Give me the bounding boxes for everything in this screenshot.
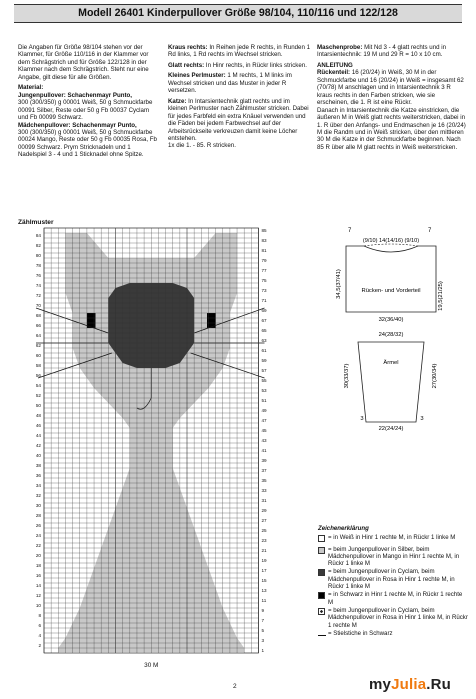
page-title: Modell 26401 Kinderpullover Größe 98/104, 110/116 und 122/128 (14, 4, 462, 23)
row-label-right: 73 (261, 288, 267, 294)
row-label-left: 56 (35, 373, 41, 379)
sleeve-cuff-right: 3 (420, 416, 424, 422)
row-label-right: 39 (261, 458, 267, 464)
legend-text: = beim Jungenpullover in Silber, beim Mädchenpullover in Mango in Hinr 1 rechte M, in Rückr 1 linke M (328, 545, 460, 568)
row-label-right: 67 (261, 318, 267, 324)
row-label-right: 75 (261, 278, 267, 284)
row-label-right: 53 (261, 388, 267, 394)
sleeve-cuff-left: 3 (360, 416, 364, 422)
probe-heading: Maschenprobe: (317, 44, 363, 51)
knitting-chart (10, 226, 278, 672)
row-label-right: 81 (261, 248, 267, 254)
sleeve-bottom-measure: 22(24/24) (378, 426, 404, 432)
probe-text: Mit Nd 3 - 4 glatt rechts und in Intarsientechnik: 19 M und 29 R = 10 x 10 cm. (317, 44, 447, 59)
row-label-right: 1 (261, 648, 265, 654)
row-label-left: 22 (35, 543, 41, 549)
row-label-left: 36 (35, 473, 41, 479)
stitch-column (168, 44, 310, 153)
katze-rows: 1x die 1. - 85. R stricken. (168, 142, 236, 150)
row-label-left: 6 (38, 623, 41, 629)
chart-title: Zählmuster (18, 219, 54, 226)
row-label-left: 72 (35, 293, 41, 299)
row-label-right: 7 (261, 618, 265, 624)
legend-text: = Stielstiche in Schwarz (328, 629, 393, 637)
row-label-right: 57 (261, 368, 267, 374)
instruction-text-2: Danach in Intarsientechnik die Katze einstricken, die äußeren M in Weiß glatt rechts weiterstricken, dabei in 1. R über den Anfangs- und Endmaschen je 16 (20/24) M die Randm und in Weiß stricken, über den mittleren 30 M die Katze in der Schmuckfarbe beginnen. Nach 85 R über alle M glatt rechts in Weiß weiterstricken. (317, 106, 466, 151)
girl-heading: Mädchenpullover: Schachenmayr Punto, (18, 121, 137, 129)
row-label-left: 40 (35, 453, 41, 459)
neckline-back (364, 244, 418, 246)
row-label-left: 70 (35, 303, 41, 309)
row-label-left: 52 (35, 393, 41, 399)
sleeve-outline (358, 342, 424, 422)
legend-text: = in Weiß in Hinr 1 rechte M, in Rückr 1 linke M (328, 534, 456, 542)
sleeve-left-measure: 30(33/37) (344, 363, 350, 389)
row-label-left: 28 (35, 513, 41, 519)
perl-text: 1 M rechts, 1 M links im Wechsel stricken und das Muster in jeder R versetzen. (168, 72, 292, 95)
watermark-logo: myJulia.Ru (369, 676, 452, 693)
row-label-right: 85 (261, 228, 267, 234)
row-label-left: 44 (35, 433, 41, 439)
row-label-right: 31 (261, 498, 267, 504)
row-label-right: 77 (261, 268, 267, 274)
glatt-text: In Hinr rechts, in Rückr links stricken. (205, 61, 307, 69)
row-label-left: 78 (35, 263, 41, 269)
legend-item (318, 591, 468, 606)
row-label-right: 5 (261, 628, 265, 634)
row-label-left: 42 (35, 443, 41, 449)
row-label-left: 34 (35, 483, 41, 489)
row-label-left: 20 (35, 553, 41, 559)
row-label-left: 46 (35, 423, 41, 429)
row-label-right: 69 (261, 308, 267, 314)
body-label: Rücken- und Vorderteil (361, 288, 421, 294)
row-label-left: 18 (35, 563, 41, 569)
row-label-right: 83 (261, 238, 267, 244)
row-label-left: 2 (38, 643, 41, 649)
row-label-left: 62 (35, 343, 41, 349)
row-label-left: 24 (35, 533, 41, 539)
legend-gray-swatch (318, 547, 328, 568)
row-label-right: 27 (261, 518, 267, 524)
row-label-left: 10 (35, 603, 41, 609)
body-outline (346, 246, 436, 312)
row-label-right: 21 (261, 548, 267, 554)
legend-item (318, 607, 468, 629)
row-label-left: 76 (35, 273, 41, 279)
legend-text: = beim Jungenpullover in Cyclam, beim Mädchenpullover in Rosa in Hinr 1 rechte M, in Rückr 1 linke M (328, 568, 455, 591)
katze-heading: Katze: (168, 97, 187, 105)
row-label-left: 68 (35, 313, 41, 319)
perl-heading: Kleines Perlmuster: (168, 72, 226, 80)
row-label-right: 15 (261, 578, 267, 584)
page-number: 2 (233, 683, 237, 690)
row-label-right: 25 (261, 528, 267, 534)
row-label-right: 49 (261, 408, 267, 414)
row-label-right: 29 (261, 508, 267, 514)
body-top-measure: (9/10) 14(14/16) (9/10) (362, 238, 420, 244)
body-armhole-measure: 19,5(21/25) (438, 281, 444, 311)
glatt-heading: Glatt rechts: (168, 61, 205, 69)
kraus-text: In Reihen jede R rechts, in Runden 1 Rd links, 1 Rd rechts im Wechsel stricken. (168, 44, 311, 59)
legend-dark-swatch (318, 569, 328, 590)
row-label-right: 9 (261, 608, 265, 614)
legend-line-swatch (318, 631, 328, 638)
row-label-right: 59 (261, 358, 267, 364)
row-label-left: 60 (35, 353, 41, 359)
row-label-right: 33 (261, 488, 267, 494)
boy-text: 300 (300/350) g 00001 Weiß, 50 g Schmuckfarbe 00091 Silber, Reste oder 50 g Fb 00037 Cyclam und Fb 00099 Schwarz. (18, 99, 153, 122)
body-top-right-number: 7 (428, 228, 432, 234)
row-label-right: 11 (261, 598, 267, 604)
body-width-measure: 32(36/40) (378, 317, 404, 323)
row-label-right: 55 (261, 378, 267, 384)
row-label-left: 4 (38, 633, 41, 639)
anleitung-heading: ANLEITUNG (317, 61, 353, 69)
legend-item (318, 546, 468, 568)
legend-dot-swatch (318, 608, 328, 629)
row-label-left: 30 (35, 503, 41, 509)
row-label-right: 51 (261, 398, 267, 404)
row-label-right: 65 (261, 328, 267, 334)
sleeve-top-measure: 24(28/32) (378, 332, 404, 338)
row-label-right: 19 (261, 558, 267, 564)
row-label-left: 38 (35, 463, 41, 469)
intro-text: Die Angaben für Größe 98/104 stehen vor der Klammer, für Größe 110/116 in der Klammer vor dem Schrägstrich und für Größe 122/128 in der Klammer nach dem Schrägstrich. Steht nur eine Angabe, gilt diese für alle Größen. (18, 44, 149, 81)
legend-text: = in Schwarz in Hinr 1 rechte M, in Rückr 1 rechte M (328, 591, 463, 606)
legend-text: = beim Jungenpullover in Cyclam, beim Mädchenpullover in Rosa in Hinr 1 linke M, in Rückr 1 rechte M (328, 606, 468, 629)
katze-text: In Intarsientechnik glatt rechts und im kleinen Perlmuster nach Zählmuster stricken. Dabei für jedes Farbfeld ein extra Knäuel verwenden und die Fäden bei jedem Farbwechsel auf der Arbeitsrückseite verkreuzen damit keine Löcher entstehen. (168, 97, 309, 142)
row-label-left: 80 (35, 253, 41, 259)
legend-item (318, 534, 468, 544)
row-label-right: 35 (261, 478, 267, 484)
row-label-left: 50 (35, 403, 41, 409)
body-height-measure: 34,5(37/41) (336, 269, 342, 299)
girl-text: 300 (300/350) g 00001 Weiß, 50 g Schmuckfarbe 00024 Mango, Reste oder 50 g Fb 00035 Rosa, Fb 00099 Schwarz. Prym Stricknadeln und 1 Nadelspiel 3 - 4 und 1 Sticknadel ohne Spitze. (18, 128, 157, 159)
row-label-left: 16 (35, 573, 41, 579)
legend (318, 525, 468, 639)
row-label-left: 64 (35, 333, 41, 339)
legend-black-swatch (318, 592, 328, 606)
row-label-right: 45 (261, 428, 267, 434)
boy-heading: Jungenpullover: Schachenmayr Punto, (18, 91, 132, 99)
row-label-right: 37 (261, 468, 267, 474)
row-label-right: 17 (261, 568, 267, 574)
row-label-left: 54 (35, 383, 41, 389)
legend-white-swatch (318, 535, 328, 544)
pattern-schematic (318, 226, 468, 436)
legend-title: Zeichenerklärung (318, 525, 369, 532)
row-label-left: 58 (35, 363, 41, 369)
row-label-right: 41 (261, 448, 267, 454)
row-label-right: 47 (261, 418, 267, 424)
row-label-right: 63 (261, 338, 267, 344)
row-label-left: 32 (35, 493, 41, 499)
material-heading: Material: (18, 84, 44, 92)
legend-item (318, 568, 468, 590)
row-label-left: 14 (35, 583, 41, 589)
row-label-left: 48 (35, 413, 41, 419)
body-top-left-number: 7 (348, 228, 352, 234)
row-label-left: 82 (35, 243, 41, 249)
row-label-left: 74 (35, 283, 41, 289)
row-label-right: 61 (261, 348, 267, 354)
material-column (18, 44, 160, 162)
row-label-left: 84 (35, 233, 41, 239)
row-label-right: 79 (261, 258, 267, 264)
instruction-column (317, 44, 467, 154)
row-label-left: 8 (38, 613, 41, 619)
row-label-right: 3 (261, 638, 265, 644)
kraus-heading: Kraus rechts: (168, 44, 208, 51)
chart-bottom-label: 30 M (144, 662, 159, 669)
sleeve-right-measure: 27(30/34) (432, 363, 438, 389)
row-label-left: 26 (35, 523, 41, 529)
legend-item (318, 630, 468, 638)
row-label-right: 23 (261, 538, 267, 544)
row-label-right: 43 (261, 438, 267, 444)
sleeve-label: Ärmel (383, 360, 399, 366)
row-label-right: 71 (261, 298, 267, 304)
ruecken-heading: Rückenteil: (317, 69, 351, 77)
row-label-left: 66 (35, 323, 41, 329)
row-label-left: 12 (35, 593, 41, 599)
row-label-right: 13 (261, 588, 267, 594)
ruecken-text: 16 (20/24) in Weiß, 30 M in der Schmuckfarbe und 16 (20/24) in Weiß = insgesamt 62 (70/78) M anschlagen und in Intarsientechnik 3 R kraus rechts in den Farben stricken, wie sie erscheinen, die 1. R ist eine Rückr. (317, 69, 464, 107)
